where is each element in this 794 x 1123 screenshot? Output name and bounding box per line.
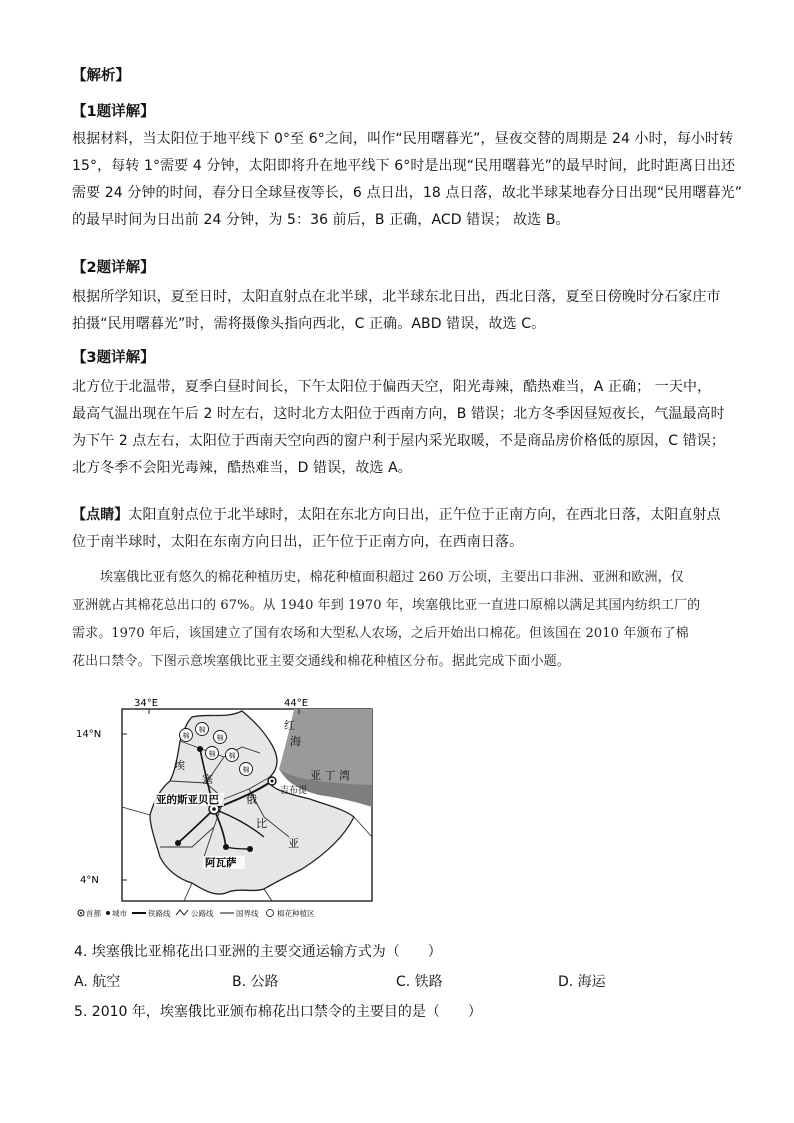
awasa-label: 阿瓦萨 [205,857,237,869]
q1-heading: 【1题详解】 [72,104,155,120]
q3-line: 北方位于北温带，夏季白昼时间长，下午太阳位于偏西天空，阳光毒辣，酷热难当，A 正确； 一天中， [72,379,712,395]
svg-text:俄: 俄 [246,793,257,806]
analysis-heading: 【解析】 [72,68,130,84]
question-5-stem: 5. 2010 年，埃塞俄比亚颁布棉花出口禁令的主要目的是（ ） [74,1004,482,1020]
material-line: 埃塞俄比亚有悠久的棉花种植历史，棉花种植面积超过 260 万公顷，主要出口非洲、亚洲和欧洲，仅 [100,570,684,585]
q2-line: 拍摄“民用曙暮光”时，需将摄像头指向西北，C 正确。ABD 错误，故选 C。 [72,316,546,332]
lat-label: 14°N [76,729,102,740]
svg-text:国界线: 国界线 [236,909,259,918]
q4-option-d[interactable]: D. 海运 [558,974,606,990]
q2-explanation [72,284,724,338]
gulf-label: 亚 丁 湾 [310,769,350,782]
djibouti-label: 吉布提 [280,786,308,796]
question-4-stem: 4. 埃塞俄比亚棉花出口亚洲的主要交通运输方式为（ ） [74,944,442,960]
q3-line: 最高气温出现在午后 2 时左右，这时北方太阳位于西南方向，B 错误；北方冬季因昼短夜长，气温最高时 [72,406,725,422]
tip-block [72,502,724,556]
svg-text:棉花种植区: 棉花种植区 [277,909,315,918]
svg-text:海: 海 [290,735,301,748]
lon-label: 44°E [284,698,309,709]
svg-text:城市: 城市 [112,909,127,918]
svg-text:棉: 棉 [216,734,224,742]
svg-text:棉: 棉 [228,752,236,760]
q4-option-c[interactable]: C. 铁路 [396,974,443,990]
city-dot [175,840,181,846]
q3-line: 北方冬季不会阳光毒辣，酷热难当，D 错误，故选 A。 [72,460,412,476]
q2-line: 根据所学知识，夏至日时，太阳直射点在北半球，北半球东北日出，西北日落，夏至日傍晚时分石家庄市 [72,289,721,305]
q1-line: 15°，每转 1°需要 4 分钟，太阳即将升在地平线下 6°时是出现“民用曙暮光”的最早时间，此时距离日出还 [72,158,736,174]
q4-option-b[interactable]: B. 公路 [232,974,279,990]
svg-text:塞: 塞 [202,773,213,786]
q3-line: 为下午 2 点左右，太阳位于西南天空向西的窗户利于屋内采光取暖，不是商品房价格低的原因，C 错误； [72,433,725,449]
cotton-char: 棉 [182,732,190,740]
svg-text:首都: 首都 [86,909,101,918]
country-char: 埃 [174,759,185,772]
q1-explanation [72,126,743,234]
capital-label: 亚的斯亚贝巴 [156,794,219,806]
material-passage [72,564,724,676]
svg-text:比: 比 [256,817,267,830]
material-line: 花出口禁令。下图示意埃塞俄比亚主要交通线和棉花种植区分布。据此完成下面小题。 [72,654,570,669]
svg-text:铁路线: 铁路线 [148,909,171,918]
red-sea-label: 红 [284,719,295,732]
svg-text:棉: 棉 [242,766,250,774]
lat-label: 4°N [80,875,99,886]
tip-line: 太阳直射点位于北半球时，太阳在东北方向日出，正午位于正南方向，在西北日落，太阳直射点 [128,507,721,523]
q3-heading: 【3题详解】 [72,350,155,366]
svg-text:棉: 棉 [198,726,206,734]
material-line: 需求。1970 年后，该国建立了国有农场和大型私人农场，之后开始出口棉花。但该国在 2010 年颁布了棉 [72,626,689,641]
tip-label: 【点睛】 [72,507,129,523]
q1-line: 根据材料，当太阳位于地平线下 0°至 6°之间，叫作“民用曙暮光”，昼夜交替的周期是 24 小时，每小时转 [72,131,734,147]
q1-line: 需要 24 分钟的时间，春分日全球昼夜等长，6 点日出，18 点日落，故北半球某地春分日出现“民用曙暮光” [72,185,743,201]
tip-line: 位于南半球时，太阳在东南方向日出，正午位于正南方向，在西南日落。 [72,534,524,550]
lon-label: 34°E [134,698,159,709]
svg-text:公路线: 公路线 [191,909,214,918]
map-legend [78,908,315,918]
svg-text:亚: 亚 [288,837,299,850]
q2-heading: 【2题详解】 [72,260,155,276]
q4-option-a[interactable]: A. 航空 [74,974,121,990]
ethiopia-map [74,697,379,922]
material-line: 亚洲就占其棉花总出口的 67%。从 1940 年到 1970 年，埃塞俄比亚一直进口原棉以满足其国内纺织工厂的 [72,598,701,613]
q3-explanation [72,374,724,482]
svg-text:棉: 棉 [208,750,216,758]
q1-line: 的最早时间为日出前 24 分钟，为 5：36 前后，B 正确，ACD 错误； 故选 B。 [72,212,570,228]
